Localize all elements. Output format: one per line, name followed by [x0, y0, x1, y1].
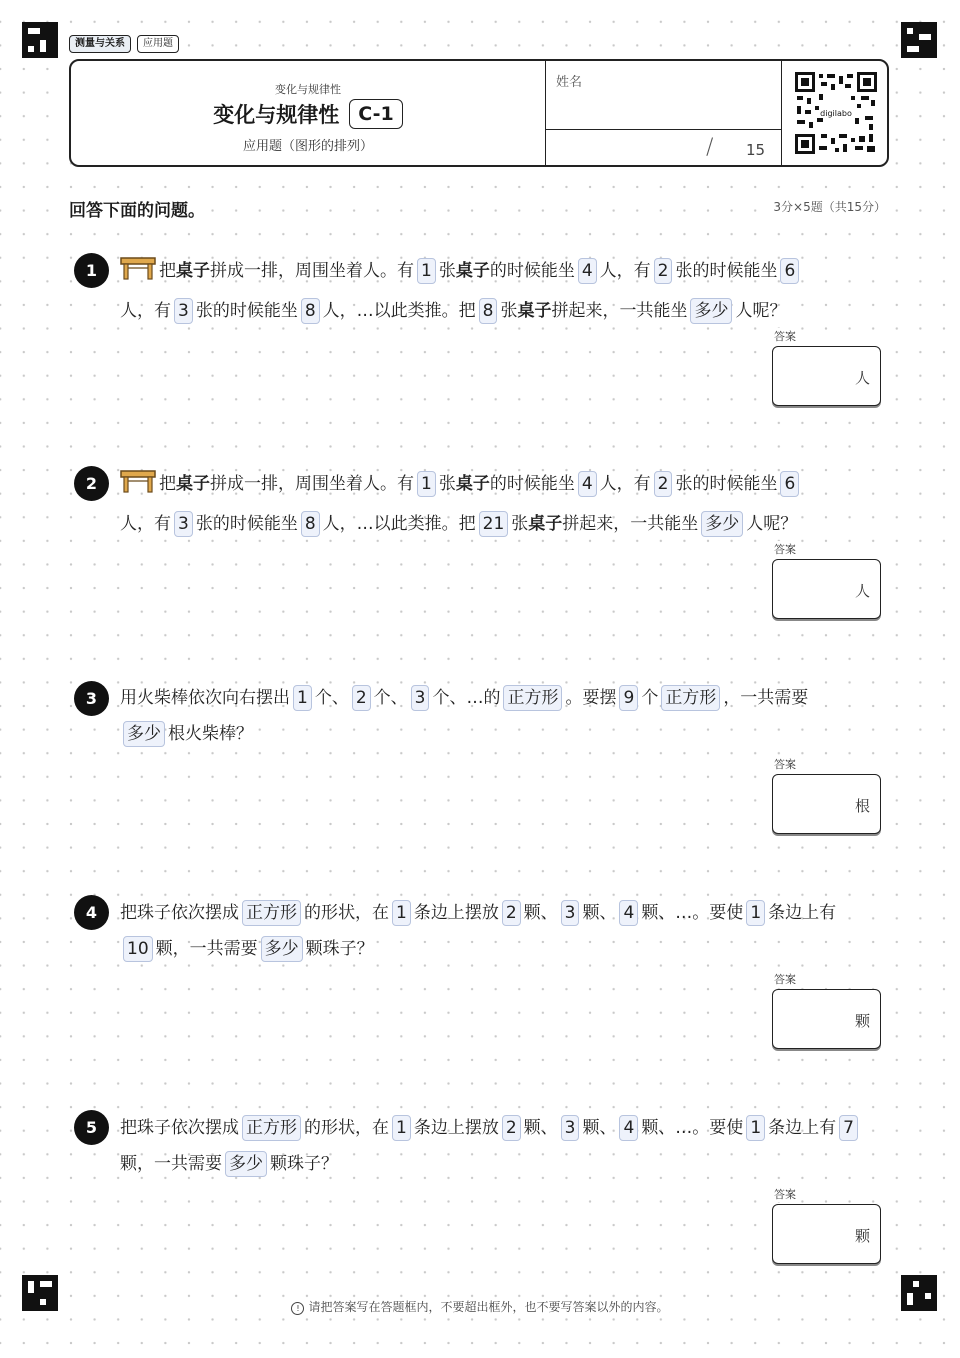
text: 拼成一排，周围坐着人。有 [210, 261, 414, 281]
text: 拼起来，一共能坐 [562, 514, 699, 534]
text: 个、…的 [432, 688, 501, 708]
question-text-3 [120, 680, 880, 752]
answer-label-5: 答案 [774, 1188, 796, 1201]
bold-text: 桌子 [528, 514, 563, 534]
value-box: 7 [839, 1115, 858, 1141]
qr-label: digilabo [820, 109, 852, 118]
question-number-4: 4 [74, 895, 109, 930]
qr-code [781, 61, 888, 165]
instruction: 回答下面的问题。 [69, 196, 205, 221]
question-text-1 [120, 253, 880, 329]
text: 颗，一共需要 [120, 1154, 222, 1174]
text: 的时候能坐 [489, 261, 575, 281]
value-box: 1 [417, 258, 436, 284]
question-line [120, 931, 880, 967]
text: 用火柴棒依次向右摆出 [120, 688, 290, 708]
answer-label-4: 答案 [774, 973, 796, 986]
text: 把 [159, 261, 176, 281]
bold-text: 桌子 [455, 261, 490, 281]
value-box: 1 [392, 900, 411, 926]
text: 颗，一共需要 [155, 939, 258, 959]
text: 张的时候能坐 [675, 261, 778, 281]
answer-unit: 人 [854, 369, 870, 387]
value-box: 6 [780, 258, 799, 284]
question-line [120, 716, 880, 752]
value-box: 6 [780, 471, 799, 497]
answer-unit: 人 [854, 582, 870, 600]
value-box: 2 [352, 685, 371, 711]
text: 张的时候能坐 [195, 514, 298, 534]
text: 张 [511, 514, 529, 534]
name-label: 姓名 [556, 75, 583, 90]
value-box: 多少 [225, 1151, 267, 1177]
value-box: 8 [479, 298, 498, 324]
text: 颗珠子？ [305, 939, 374, 959]
worksheet-code: C-1 [349, 99, 403, 129]
text: 个、 [314, 688, 349, 708]
value-box: 多少 [690, 298, 732, 324]
value-box: 2 [502, 1115, 521, 1141]
question-number-1: 1 [74, 253, 109, 288]
value-box: 多少 [701, 511, 743, 537]
answer-unit: 根 [854, 797, 870, 815]
value-box: 2 [502, 900, 521, 926]
text: 人呢？ [735, 301, 787, 321]
text: 颗、…。要使 [641, 1118, 744, 1138]
name-divider [546, 129, 782, 130]
value-box: 正方形 [661, 685, 720, 711]
text: 人，有 [599, 474, 651, 494]
score-total: 15 [746, 141, 766, 159]
answer-box-4[interactable] [772, 989, 881, 1049]
text: 张的时候能坐 [195, 301, 298, 321]
question-line [120, 1110, 880, 1146]
name-field[interactable] [545, 61, 782, 165]
value-box: 8 [301, 511, 320, 537]
bold-text: 桌子 [517, 301, 552, 321]
corner-marker-top-left [22, 22, 58, 58]
text: 张 [438, 261, 456, 281]
value-box: 8 [301, 298, 320, 324]
value-box: 4 [578, 471, 597, 497]
question-line [120, 895, 880, 931]
title-block [71, 61, 545, 165]
question-number-3: 3 [74, 681, 109, 716]
value-box: 正方形 [503, 685, 562, 711]
text: 颗珠子？ [270, 1154, 338, 1174]
text: 人，…以此类推。把 [322, 514, 476, 534]
text: 条边上摆放 [413, 903, 499, 923]
question-text-2 [120, 466, 880, 542]
answer-unit: 颗 [854, 1012, 870, 1030]
page-title: 变化与规律性 [213, 103, 340, 127]
text: 拼起来，一共能坐 [551, 301, 688, 321]
answer-label-2: 答案 [774, 543, 796, 556]
question-text-5 [120, 1110, 880, 1182]
text: 条边上摆放 [413, 1118, 499, 1138]
text: 。要摆 [565, 688, 617, 708]
value-box: 1 [392, 1115, 411, 1141]
text: 人，有 [120, 514, 171, 534]
value-box: 正方形 [242, 1115, 301, 1141]
value-box: 1 [746, 900, 765, 926]
question-line [120, 1146, 880, 1182]
question-text-4 [120, 895, 880, 967]
answer-label-1: 答案 [774, 330, 796, 343]
value-box: 4 [578, 258, 597, 284]
answer-box-3[interactable] [772, 774, 881, 834]
corner-marker-top-right [901, 22, 937, 58]
bold-text: 桌子 [176, 474, 210, 494]
header-title-row [71, 99, 545, 129]
value-box: 2 [654, 258, 673, 284]
text: 颗、 [582, 903, 617, 923]
value-box: 1 [417, 471, 436, 497]
text: 把珠子依次摆成 [120, 903, 239, 923]
text: 张 [438, 474, 456, 494]
bold-text: 桌子 [455, 474, 490, 494]
text: 个、 [373, 688, 408, 708]
question-line [120, 293, 880, 329]
text: 把珠子依次摆成 [120, 1118, 239, 1138]
text: 张的时候能坐 [675, 474, 778, 494]
tag-category: 测量与关系 [69, 35, 131, 53]
answer-box-5[interactable] [772, 1204, 881, 1264]
footer-text: 请把答案写在答题框内，不要超出框外，也不要写答案以外的内容。 [308, 1300, 669, 1314]
answer-label-3: 答案 [774, 758, 796, 771]
worksheet-header [69, 59, 889, 167]
text: 颗、 [523, 903, 558, 923]
text: 人，…以此类推。把 [322, 301, 476, 321]
value-box: 多少 [123, 721, 165, 747]
table-icon [120, 256, 156, 293]
text: 张 [500, 301, 518, 321]
question-line [120, 253, 880, 293]
header-subtitle: 变化与规律性 [275, 83, 341, 96]
text: 人呢？ [746, 514, 798, 534]
text: 的形状，在 [304, 1118, 389, 1138]
text: 颗、 [582, 1118, 617, 1138]
value-box: 21 [479, 511, 509, 537]
value-box: 1 [746, 1115, 765, 1141]
answer-unit: 颗 [854, 1227, 870, 1245]
text: 根火柴棒？ [168, 724, 253, 744]
text: ，一共需要 [723, 688, 809, 708]
qr-code-icon [795, 72, 877, 154]
value-box: 多少 [261, 936, 303, 962]
text: 人，有 [599, 261, 651, 281]
answer-box-2[interactable] [772, 559, 881, 619]
value-box: 2 [654, 471, 673, 497]
value-box: 3 [411, 685, 430, 711]
text: 把 [159, 474, 176, 494]
value-box: 3 [174, 511, 193, 537]
value-box: 3 [174, 298, 193, 324]
score-info: 3分×5题（共15分） [773, 200, 886, 214]
value-box: 10 [123, 936, 153, 962]
info-icon: ! [291, 1302, 304, 1315]
worksheet-kind: 应用题（图形的排列） [242, 139, 373, 154]
answer-box-1[interactable] [772, 346, 881, 406]
value-box: 1 [293, 685, 312, 711]
text: 条边上有 [768, 903, 837, 923]
question-line [120, 466, 880, 506]
text: 颗、…。要使 [641, 903, 744, 923]
text: 颗、 [523, 1118, 558, 1138]
question-line [120, 506, 880, 542]
category-tags [69, 35, 179, 53]
question-number-2: 2 [74, 466, 109, 501]
table-icon [120, 469, 156, 506]
footer-note [0, 1298, 960, 1315]
value-box: 4 [619, 1115, 638, 1141]
text: 的形状，在 [304, 903, 389, 923]
bold-text: 桌子 [176, 261, 210, 281]
score-slash: / [706, 135, 714, 160]
question-number-5: 5 [74, 1110, 109, 1145]
text: 人，有 [120, 301, 171, 321]
question-line [120, 680, 880, 716]
value-box: 9 [619, 685, 638, 711]
text: 条边上有 [768, 1118, 837, 1138]
text: 的时候能坐 [489, 474, 575, 494]
text: 个 [641, 688, 659, 708]
value-box: 正方形 [242, 900, 301, 926]
text: 拼成一排，周围坐着人。有 [210, 474, 414, 494]
value-box: 4 [619, 900, 638, 926]
value-box: 3 [561, 900, 580, 926]
value-box: 3 [561, 1115, 580, 1141]
tag-type: 应用题 [137, 35, 179, 53]
